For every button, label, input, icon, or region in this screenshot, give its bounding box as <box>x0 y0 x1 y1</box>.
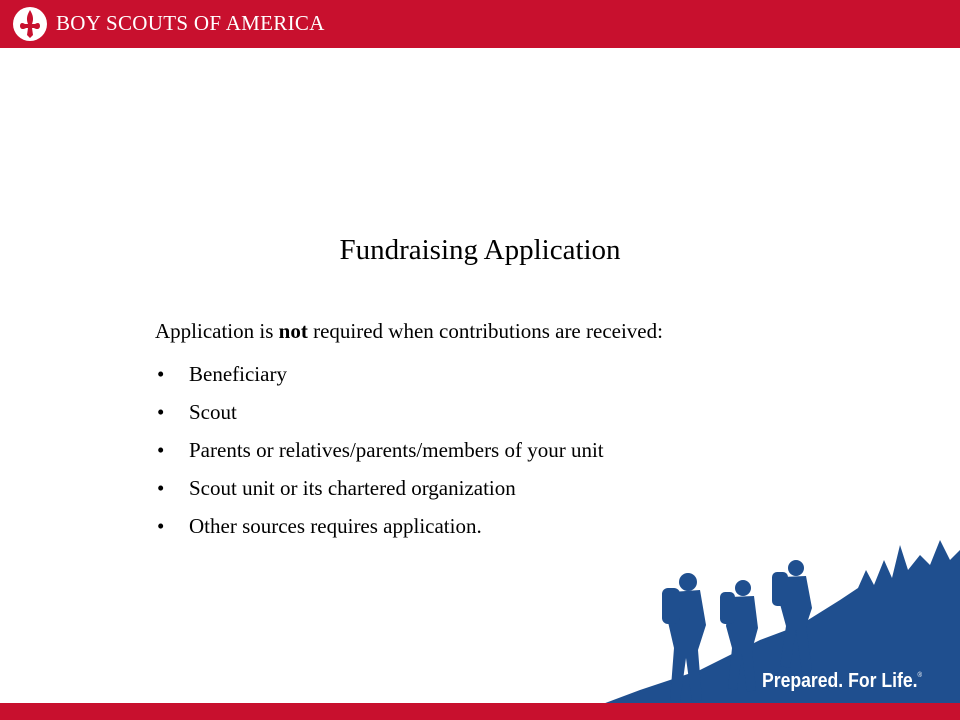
list-item: • Other sources requires application. <box>155 509 604 547</box>
bullet-icon: • <box>157 362 165 386</box>
intro-text <box>155 319 663 344</box>
bullet-icon: • <box>157 514 165 538</box>
trademark-mark: ® <box>917 672 923 679</box>
bullet-icon: • <box>157 476 165 500</box>
slide-title: Fundraising Application <box>339 234 621 266</box>
footer-bar <box>0 703 960 720</box>
bullet-icon: • <box>157 400 165 424</box>
intro-before: Application is <box>155 319 279 343</box>
list-item: • Scout unit or its chartered organization <box>155 471 604 509</box>
tagline: Prepared. For Life.® <box>762 670 923 692</box>
bullet-icon: • <box>157 438 165 462</box>
bullet-list <box>155 357 604 547</box>
header-bar <box>0 0 960 48</box>
intro-after: required when contributions are received: <box>307 319 663 343</box>
fleur-de-lis-logo-icon <box>12 5 48 43</box>
org-name: BOY SCOUTS OF AMERICA <box>56 11 325 35</box>
mountain-silhouette <box>560 540 960 720</box>
list-item: • Parents or relatives/parents/members of your unit <box>155 433 604 471</box>
list-item: • Beneficiary <box>155 357 604 395</box>
list-item: • Scout <box>155 395 604 433</box>
intro-emphasis: not <box>278 319 308 343</box>
